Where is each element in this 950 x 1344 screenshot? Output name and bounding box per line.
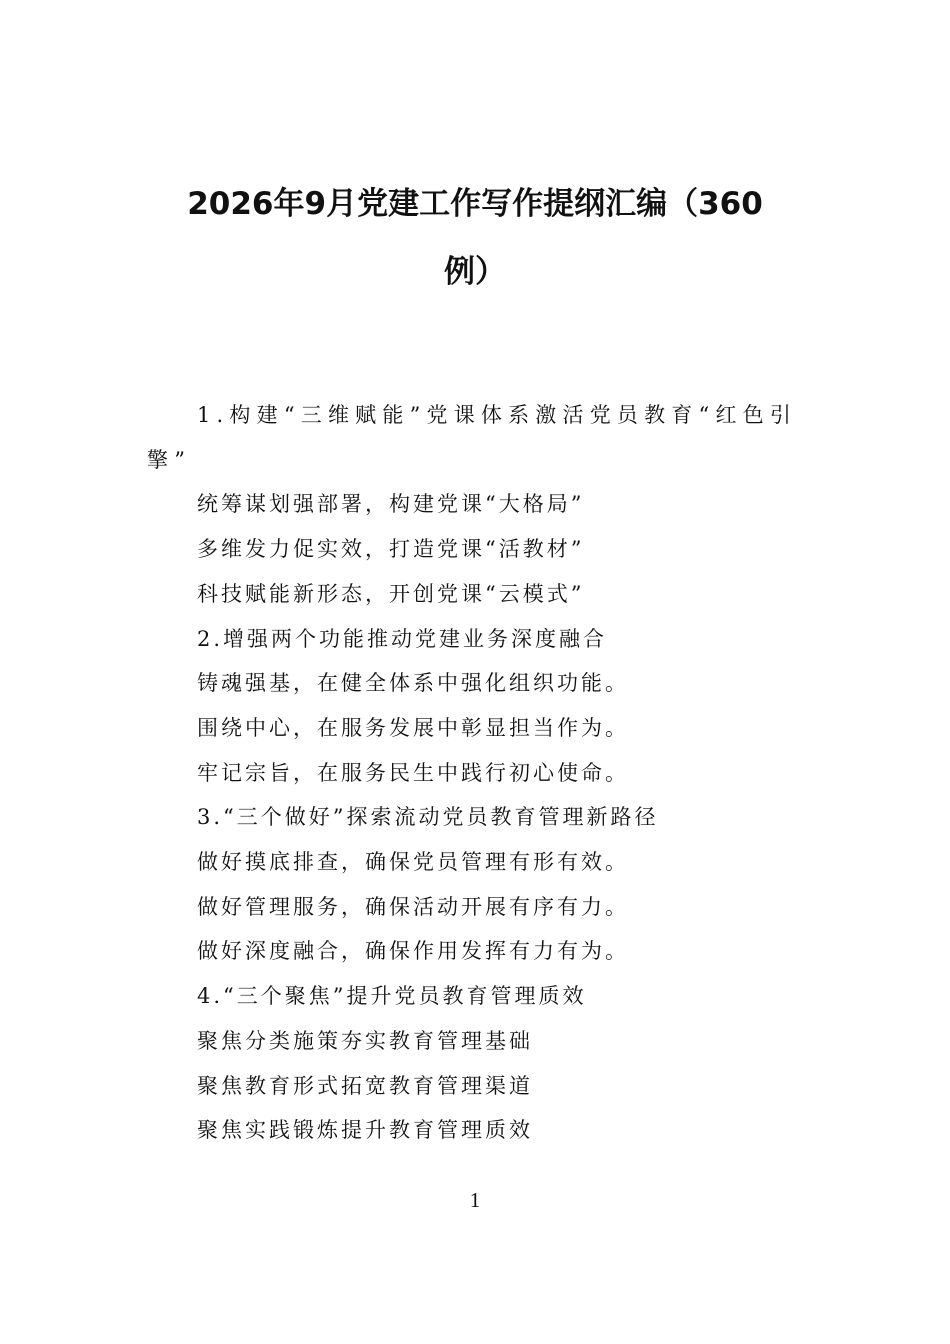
paragraph: 牢记宗旨，在服务民生中践行初心使命。 [197, 760, 629, 785]
heading-2: 2.增强两个功能推动党建业务深度融合 [197, 626, 608, 651]
paragraph: 铸魂强基，在健全体系中强化组织功能。 [197, 671, 629, 696]
paragraph: 多维发力促实效，打造党课“活教材” [197, 537, 585, 562]
paragraph: 围绕中心，在服务发展中彰显担当作为。 [197, 715, 629, 740]
heading-3: 3.“三个做好”探索流动党员教育管理新路径 [197, 805, 659, 830]
paragraph: 统筹谋划强部署，构建党课“大格局” [197, 492, 585, 517]
heading-4: 4.“三个聚焦”提升党员教育管理质效 [197, 984, 587, 1009]
paragraph: 科技赋能新形态，开创党课“云模式” [197, 581, 585, 606]
paragraph: 做好摸底排查，确保党员管理有形有效。 [197, 850, 629, 875]
paragraph: 做好深度融合，确保作用发挥有力有为。 [197, 939, 629, 964]
paragraph: 聚焦分类施策夯实教育管理基础 [197, 1028, 533, 1053]
title-line-2: 例） [444, 254, 506, 290]
heading-1: 1.构建“三维赋能”党课体系激活党员教育“红色引擎” [147, 403, 798, 472]
paragraph: 聚焦实践锻炼提升教育管理质效 [197, 1118, 533, 1143]
paragraph: 聚焦教育形式拓宽教育管理渠道 [197, 1073, 533, 1098]
page-number: 1 [469, 1188, 481, 1212]
document-title [140, 170, 810, 306]
title-line-1: 2026年9月党建工作写作提纲汇编（360 [187, 186, 763, 222]
document-body [147, 393, 807, 1153]
paragraph: 做好管理服务，确保活动开展有序有力。 [197, 894, 629, 919]
